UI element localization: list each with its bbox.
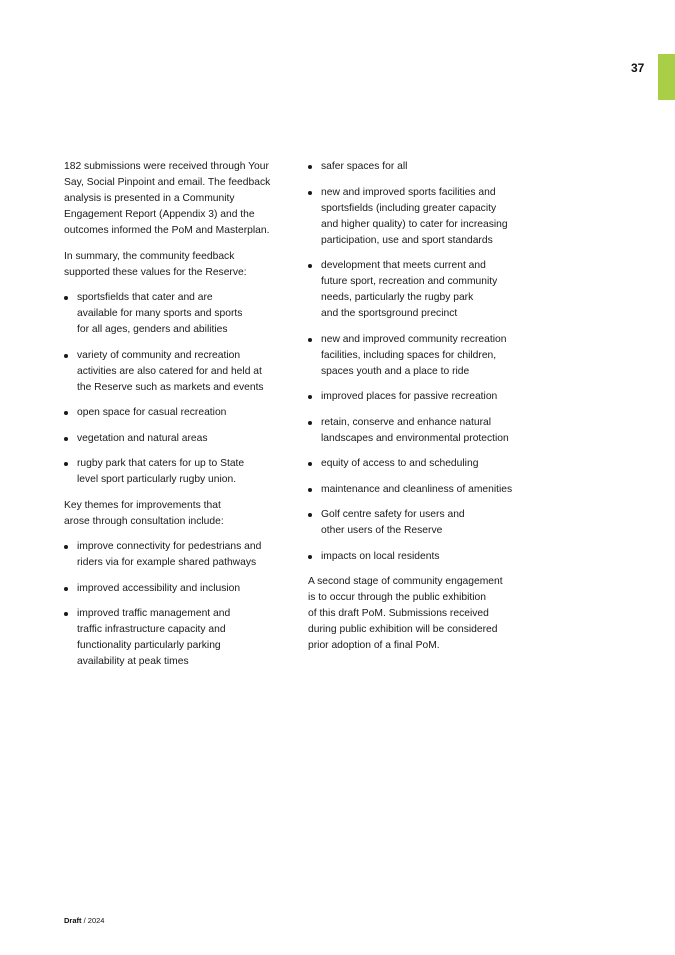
closing-paragraph [308, 574, 528, 654]
page-number: 37 [631, 61, 645, 75]
text-line: open space for casual recreation [77, 407, 227, 418]
values-intro [64, 249, 284, 281]
list-item [64, 606, 284, 670]
footer-separator: / [81, 916, 88, 925]
footer [64, 916, 104, 925]
text-line: and higher quality) to cater for increasing [321, 218, 508, 230]
list-item [64, 539, 284, 571]
list-item [308, 258, 528, 322]
text-line: new and improved community recreation [321, 333, 507, 345]
text-line: rugby park that caters for up to State [77, 458, 245, 469]
text-line: improved places for passive recreation [321, 391, 498, 402]
text-line: for all ages, genders and abilities [77, 324, 228, 335]
text-line: vegetation and natural areas [77, 432, 208, 444]
themes-intro [64, 498, 284, 530]
list-item [308, 389, 528, 405]
list-item [308, 415, 528, 447]
list-item [308, 185, 528, 249]
text-line: supported these values for the Reserve: [64, 266, 247, 278]
text-line: A second stage of community engagement [308, 576, 503, 587]
themes-list-right [308, 159, 528, 565]
text-line: Say, Social Pinpoint and email. The feedback [64, 177, 271, 188]
text-line: outcomes informed the PoM and Masterplan. [64, 225, 270, 236]
left-column [64, 159, 284, 680]
intro-paragraph [64, 159, 284, 239]
text-line: activities are also catered for and held at [77, 365, 262, 377]
text-line: facilities, including spaces for children, [321, 349, 497, 361]
text-line: maintenance and cleanliness of amenities [321, 483, 513, 495]
list-item [308, 507, 528, 539]
text-line: Key themes for improvements that [64, 499, 221, 511]
list-item [64, 405, 284, 421]
text-line: future sport, recreation and community [321, 276, 498, 287]
text-line: landscapes and environmental protection [321, 432, 509, 444]
text-line: sportsfields (including greater capacity [321, 202, 497, 214]
list-item [64, 456, 284, 488]
text-line: riders via for example shared pathways [77, 557, 257, 568]
text-line: during public exhibition will be considered [308, 624, 498, 635]
list-item [64, 581, 284, 597]
text-line: development that meets current and [321, 260, 486, 271]
list-item [308, 482, 528, 498]
text-line: participation, use and sport standards [321, 234, 493, 246]
list-item [64, 431, 284, 447]
footer-label: Draft [64, 916, 82, 925]
right-column [308, 159, 528, 664]
text-line: available for many sports and sports [77, 308, 243, 319]
text-line: prior adoption of a final PoM. [308, 640, 440, 651]
text-line: impacts on local residents [321, 550, 440, 562]
list-item [308, 159, 528, 175]
list-item [64, 348, 284, 396]
text-line: 182 submissions were received through Your [64, 161, 269, 172]
text-line: improved traffic management and [77, 608, 231, 619]
text-line: and the sportsground precinct [321, 308, 458, 319]
text-line: In summary, the community feedback [64, 250, 235, 262]
themes-list-left [64, 539, 284, 670]
text-line: sportsfields that cater and are [77, 292, 213, 303]
text-line: variety of community and recreation [77, 349, 241, 361]
text-line: improved accessibility and inclusion [77, 582, 241, 594]
list-item [308, 332, 528, 380]
list-item [308, 549, 528, 565]
text-line: other users of the Reserve [321, 525, 443, 536]
text-line: Golf centre safety for users and [321, 509, 465, 520]
text-line: equity of access to and scheduling [321, 458, 479, 469]
text-line: level sport particularly rugby union. [77, 474, 237, 485]
text-line: Engagement Report (Appendix 3) and the [64, 209, 255, 220]
text-line: traffic infrastructure capacity and [77, 624, 226, 635]
list-item [64, 290, 284, 338]
text-line: availability at peak times [77, 656, 189, 667]
text-line: new and improved sports facilities and [321, 186, 496, 198]
text-line: analysis is presented in a Community [64, 193, 235, 204]
text-line: functionality particularly parking [77, 640, 221, 651]
footer-year: 2024 [87, 916, 105, 925]
list-item [308, 456, 528, 472]
text-line: the Reserve such as markets and events [77, 381, 264, 393]
values-list [64, 290, 284, 488]
text-line: needs, particularly the rugby park [321, 292, 474, 303]
text-line: arose through consultation include: [64, 515, 224, 527]
accent-tab [658, 54, 675, 100]
text-line: improve connectivity for pedestrians and [77, 541, 262, 552]
text-line: is to occur through the public exhibition [308, 592, 487, 603]
text-line: safer spaces for all [321, 161, 408, 172]
text-line: retain, conserve and enhance natural [321, 416, 492, 428]
text-line: spaces youth and a place to ride [321, 365, 470, 377]
text-line: of this draft PoM. Submissions received [308, 608, 489, 619]
